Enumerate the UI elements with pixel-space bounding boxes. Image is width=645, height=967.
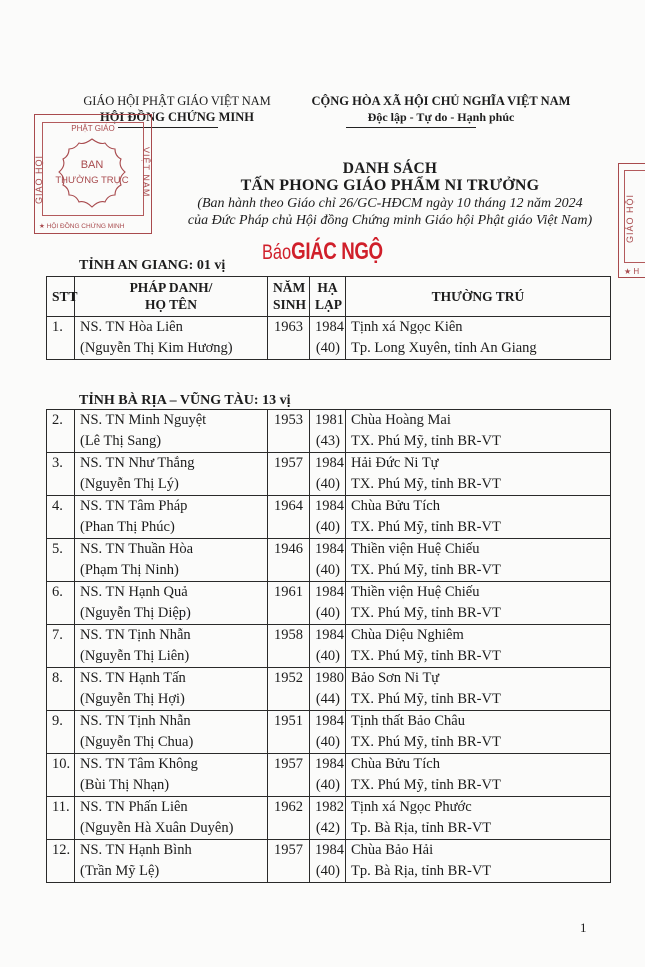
dharma-name: NS. TN Hạnh Tấn [80, 670, 186, 686]
lay-name: (Trần Mỹ Lệ) [80, 863, 160, 879]
row-birth-year [268, 625, 310, 668]
stt-value: 3. [52, 455, 63, 471]
residence-temple: Chùa Bửu Tích [351, 498, 440, 514]
ha-lap-year: 1980 [315, 670, 344, 686]
stamp-left-text: GIÁO HỘI [34, 155, 44, 205]
row-ha-lap [310, 625, 346, 668]
table-header-row [47, 277, 611, 317]
row-birth-year [268, 840, 310, 883]
lay-name: (Lê Thị Sang) [80, 433, 162, 449]
residence-temple: Chùa Bảo Hải [351, 842, 434, 858]
row-name [75, 797, 268, 840]
row-stt [47, 668, 75, 711]
birth-year-value: 1962 [274, 799, 303, 815]
ha-lap-count: (42) [315, 820, 340, 836]
section-title-an-giang: TỈNH AN GIANG: 01 vị [79, 258, 226, 273]
header-stt-label: STT [52, 288, 78, 304]
stt-value: 4. [52, 498, 63, 514]
lay-name: (Nguyễn Thị Chua) [80, 734, 194, 750]
table-row [47, 317, 611, 360]
ha-lap-year: 1984 [315, 498, 344, 514]
residence-locality: TX. Phú Mỹ, tỉnh BR-VT [351, 734, 501, 750]
residence-locality: Tp. Long Xuyên, tỉnh An Giang [351, 340, 537, 356]
ha-lap-year: 1984 [315, 455, 344, 471]
residence-locality: TX. Phú Mỹ, tỉnh BR-VT [351, 476, 501, 492]
row-residence [346, 582, 611, 625]
residence-temple: Hải Đức Ni Tự [351, 455, 439, 471]
row-name [75, 317, 268, 360]
ha-lap-count: (40) [315, 562, 340, 578]
lay-name: (Nguyễn Thị Diệp) [80, 605, 191, 621]
row-birth-year [268, 410, 310, 453]
row-stt [47, 625, 75, 668]
residence-locality: TX. Phú Mỹ, tỉnh BR-VT [351, 433, 501, 449]
dharma-name: NS. TN Phấn Liên [80, 799, 188, 815]
birth-year-value: 1957 [274, 756, 303, 772]
row-name [75, 496, 268, 539]
ha-lap-year: 1984 [315, 842, 344, 858]
dharma-name: NS. TN Minh Nguyệt [80, 412, 207, 428]
row-ha-lap [310, 840, 346, 883]
header-name-line2: HỌ TÊN [145, 297, 197, 312]
row-birth-year [268, 668, 310, 711]
stamp-center-line1: BAN [80, 159, 104, 171]
stt-value: 1. [52, 319, 63, 335]
residence-temple: Chùa Diệu Nghiêm [351, 627, 464, 643]
residence-temple: Tịnh xá Ngọc Phước [351, 799, 472, 815]
row-ha-lap [310, 317, 346, 360]
ha-lap-count: (40) [315, 476, 340, 492]
stt-value: 2. [52, 412, 63, 428]
ha-lap-count: (43) [315, 433, 340, 449]
row-name [75, 668, 268, 711]
residence-temple: Tịnh thất Bảo Châu [351, 713, 465, 729]
dharma-name: NS. TN Tâm Pháp [80, 498, 188, 514]
lay-name: (Phan Thị Phúc) [80, 519, 175, 535]
ha-lap-year: 1984 [315, 319, 344, 335]
watermark-prefix: Báo [262, 241, 292, 264]
row-stt [47, 496, 75, 539]
lay-name: (Nguyễn Thị Hợi) [80, 691, 185, 707]
row-name [75, 711, 268, 754]
birth-year-value: 1963 [274, 319, 303, 335]
row-stt [47, 317, 75, 360]
row-name [75, 453, 268, 496]
table-row [47, 711, 611, 754]
row-residence [346, 410, 611, 453]
row-stt [47, 797, 75, 840]
header-ha-line2: LẠP [315, 297, 342, 312]
stt-value: 10. [52, 756, 71, 772]
residence-locality: TX. Phú Mỹ, tỉnh BR-VT [351, 519, 501, 535]
table-row [47, 840, 611, 883]
row-residence [346, 840, 611, 883]
stt-value: 8. [52, 670, 63, 686]
dharma-name: NS. TN Thuần Hòa [80, 541, 194, 557]
row-birth-year [268, 496, 310, 539]
ha-lap-count: (40) [315, 777, 340, 793]
residence-locality: TX. Phú Mỹ, tỉnh BR-VT [351, 562, 501, 578]
residence-temple: Thiền viện Huệ Chiếu [351, 541, 480, 557]
stt-value: 11. [52, 799, 70, 815]
residence-locality: TX. Phú Mỹ, tỉnh BR-VT [351, 648, 501, 664]
ha-lap-year: 1981 [315, 412, 344, 428]
page-number: 1 [580, 920, 587, 935]
residence-locality: Tp. Bà Rịa, tỉnh BR-VT [351, 820, 492, 836]
header-birth-line1: NĂM [273, 280, 306, 295]
watermark-name: GIÁC NGỘ [291, 238, 383, 265]
row-ha-lap [310, 539, 346, 582]
document-title: DANH SÁCH [342, 160, 438, 177]
row-stt [47, 754, 75, 797]
document-title-block [140, 160, 640, 229]
lay-name: (Nguyễn Thị Liên) [80, 648, 190, 664]
birth-year-value: 1953 [274, 412, 303, 428]
nation-name: CỘNG HÒA XÃ HỘI CHỦ NGHĨA VIỆT NAM [311, 94, 571, 108]
row-ha-lap [310, 668, 346, 711]
residence-temple: Tịnh xá Ngọc Kiên [351, 319, 463, 335]
lay-name: (Phạm Thị Ninh) [80, 562, 179, 578]
row-residence [346, 496, 611, 539]
stamp-bottom-text: ★ HỘI ĐỒNG CHỨNG MINH [39, 223, 125, 230]
decree-authority: của Đức Pháp chủ Hội đồng Chứng minh Giáo hội Phật giáo Việt Nam) [187, 213, 593, 228]
ha-lap-count: (40) [315, 863, 340, 879]
header-name [75, 277, 268, 317]
birth-year-value: 1961 [274, 584, 303, 600]
ha-lap-count: (40) [315, 648, 340, 664]
row-stt [47, 539, 75, 582]
birth-year-value: 1946 [274, 541, 303, 557]
header-ha-lap [310, 277, 346, 317]
dharma-name: NS. TN Hạnh Quả [80, 584, 188, 600]
residence-temple: Thiền viện Huệ Chiếu [351, 584, 480, 600]
header-ha-line1: HẠ [317, 280, 338, 295]
table-row [47, 668, 611, 711]
ha-lap-year: 1984 [315, 713, 344, 729]
row-ha-lap [310, 582, 346, 625]
residence-locality: TX. Phú Mỹ, tỉnh BR-VT [351, 691, 501, 707]
row-name [75, 539, 268, 582]
row-birth-year [268, 754, 310, 797]
row-residence [346, 797, 611, 840]
row-name [75, 582, 268, 625]
row-birth-year [268, 453, 310, 496]
stamp-top-text: PHẬT GIÁO [71, 124, 115, 133]
national-header [286, 94, 596, 125]
row-residence [346, 711, 611, 754]
stt-value: 6. [52, 584, 63, 600]
row-ha-lap [310, 496, 346, 539]
section-title-ba-ria-vung-tau: TỈNH BÀ RỊA – VŨNG TÀU: 13 vị [79, 393, 291, 408]
row-ha-lap [310, 754, 346, 797]
header-rule-right [346, 127, 476, 128]
birth-year-value: 1952 [274, 670, 303, 686]
national-motto: Độc lập - Tự do - Hạnh phúc [367, 110, 515, 124]
row-residence [346, 668, 611, 711]
row-birth-year [268, 711, 310, 754]
church-name: GIÁO HỘI PHẬT GIÁO VIỆT NAM [83, 94, 271, 108]
table-row [47, 539, 611, 582]
dharma-name: NS. TN Tâm Không [80, 756, 198, 772]
lay-name: (Nguyễn Hà Xuân Duyên) [80, 820, 234, 836]
ha-lap-count: (44) [315, 691, 340, 707]
ha-lap-year: 1984 [315, 541, 344, 557]
roster-table-ba-ria-vung-tau [46, 409, 611, 883]
birth-year-value: 1957 [274, 842, 303, 858]
ha-lap-year: 1984 [315, 627, 344, 643]
ha-lap-count: (40) [315, 605, 340, 621]
row-residence [346, 539, 611, 582]
roster-body-ba-ria-vung-tau [47, 410, 611, 883]
birth-year-value: 1957 [274, 455, 303, 471]
ha-lap-count: (40) [315, 734, 340, 750]
row-residence [346, 625, 611, 668]
table-row [47, 496, 611, 539]
edge-stamp-star: ★ H [624, 267, 640, 276]
table-row [47, 582, 611, 625]
ha-lap-year: 1984 [315, 584, 344, 600]
row-ha-lap [310, 410, 346, 453]
stamp-right-text: VIỆT NAM [141, 147, 151, 198]
header-stt [47, 277, 78, 317]
birth-year-value: 1951 [274, 713, 303, 729]
official-stamp [34, 114, 152, 234]
header-residence [346, 277, 611, 317]
row-name [75, 625, 268, 668]
stt-value: 7. [52, 627, 63, 643]
table-row [47, 797, 611, 840]
row-stt [47, 453, 75, 496]
row-stt [47, 711, 75, 754]
dharma-name: NS. TN Hạnh Bình [80, 842, 192, 858]
residence-locality: TX. Phú Mỹ, tỉnh BR-VT [351, 777, 501, 793]
header-residence-label: THƯỜNG TRÚ [431, 288, 525, 304]
row-stt [47, 410, 75, 453]
row-ha-lap [310, 711, 346, 754]
roster-table-an-giang [46, 276, 611, 360]
table-row [47, 453, 611, 496]
row-residence [346, 754, 611, 797]
dharma-name: NS. TN Tịnh Nhẫn [80, 713, 191, 729]
residence-temple: Bảo Sơn Ni Tự [351, 670, 440, 686]
ha-lap-count: (40) [315, 340, 340, 356]
row-name [75, 410, 268, 453]
lay-name: (Nguyễn Thị Kim Hương) [80, 340, 233, 356]
document-subject: TẤN PHONG GIÁO PHẨM NI TRƯỞNG [240, 177, 540, 194]
birth-year-value: 1958 [274, 627, 303, 643]
stt-value: 9. [52, 713, 63, 729]
stt-value: 12. [52, 842, 71, 858]
stt-value: 5. [52, 541, 63, 557]
row-birth-year [268, 539, 310, 582]
dharma-name: NS. TN Như Thắng [80, 455, 195, 471]
row-stt [47, 840, 75, 883]
row-name [75, 754, 268, 797]
ha-lap-count: (40) [315, 519, 340, 535]
birth-year-value: 1964 [274, 498, 303, 514]
lay-name: (Nguyễn Thị Lý) [80, 476, 179, 492]
stamp-center-line2: THƯỜNG TRỰC [55, 175, 129, 186]
dharma-name: NS. TN Hòa Liên [80, 319, 183, 335]
row-residence [346, 317, 611, 360]
lotus-frame-icon [55, 137, 129, 209]
table-row [47, 754, 611, 797]
decree-reference: (Ban hành theo Giáo chỉ 26/GC-HĐCM ngày 10 tháng 12 năm 2024 [197, 196, 583, 211]
row-birth-year [268, 797, 310, 840]
ha-lap-year: 1984 [315, 756, 344, 772]
residence-locality: Tp. Bà Rịa, tỉnh BR-VT [351, 863, 492, 879]
residence-temple: Chùa Bửu Tích [351, 756, 440, 772]
residence-locality: TX. Phú Mỹ, tỉnh BR-VT [351, 605, 501, 621]
header-name-line1: PHÁP DANH/ [129, 280, 213, 295]
council-name: HỘI ĐỒNG CHỨNG MINH [99, 110, 255, 124]
row-ha-lap [310, 797, 346, 840]
lay-name: (Bùi Thị Nhạn) [80, 777, 170, 793]
table-row [47, 625, 611, 668]
row-residence [346, 453, 611, 496]
header-birth-line2: SINH [273, 297, 307, 312]
row-birth-year [268, 582, 310, 625]
row-name [75, 840, 268, 883]
residence-temple: Chùa Hoàng Mai [351, 412, 451, 428]
roster-body-an-giang [47, 317, 611, 360]
row-birth-year [268, 317, 310, 360]
header-birth-year [268, 277, 310, 317]
dharma-name: NS. TN Tịnh Nhẫn [80, 627, 191, 643]
ha-lap-year: 1982 [315, 799, 344, 815]
edge-stamp-text: GIÁO HỘI [625, 194, 635, 244]
newspaper-watermark [262, 240, 383, 264]
table-row [47, 410, 611, 453]
row-stt [47, 582, 75, 625]
row-ha-lap [310, 453, 346, 496]
